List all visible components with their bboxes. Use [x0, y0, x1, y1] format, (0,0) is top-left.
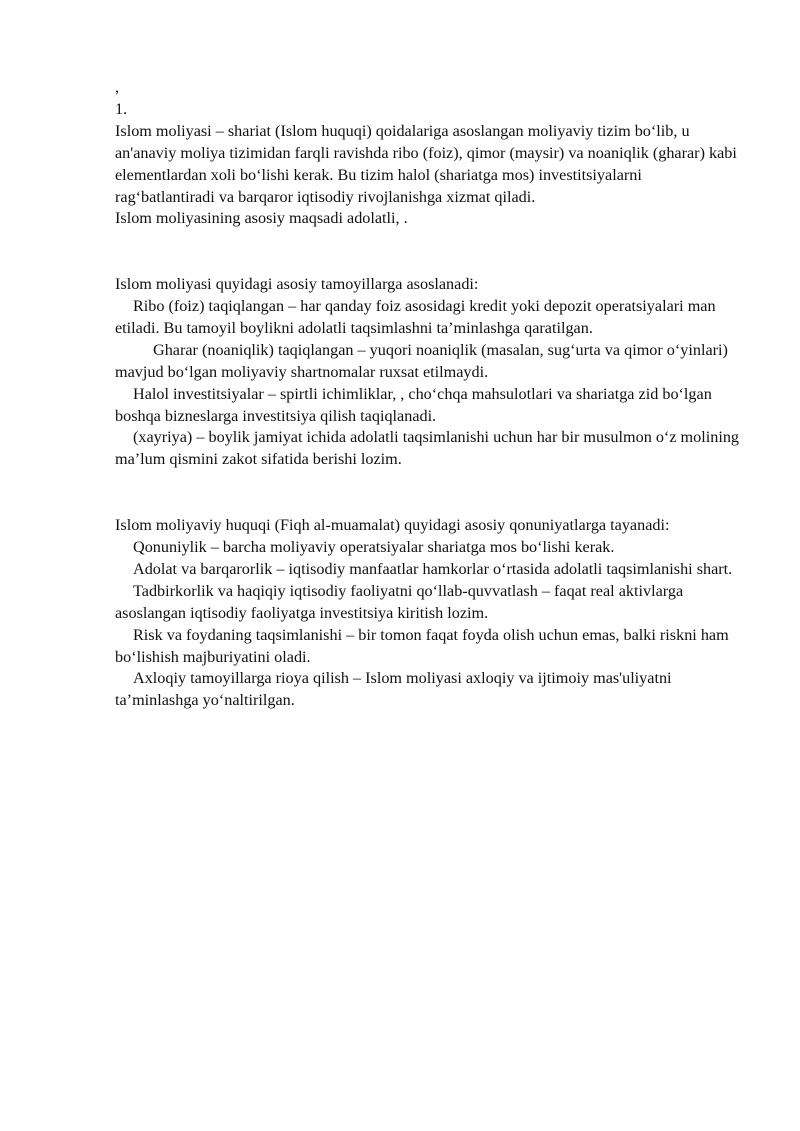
stray-comma: ,: [115, 78, 120, 96]
principles-heading: Islom moliyasi quyidagi asosiy tamoyillarga asoslanadi:: [115, 275, 479, 294]
law-item: Axloqiy tamoyillarga rioya qilish – Islom moliyasi axloqiy va ijtimoiy mas'uliyatni ta’minlashga yo‘naltirilgan.: [115, 669, 672, 710]
law-item: Tadbirkorlik va haqiqiy iqtisodiy faoliyatni qo‘llab-quvvatlash – faqat real aktivlarga asoslangan iqtisodiy faoliyatga investitsiya kiritish lozim.: [115, 581, 684, 622]
principle-item: Ribo (foiz) taqiqlangan – har qanday foiz asosidagi kredit yoki depozit operatsiyalari man etiladi. Bu tamoyil boylikni adolatli taqsimlashni ta’minlashga qaratilgan.: [115, 297, 716, 337]
spacer: [115, 230, 745, 274]
law-item: Qonuniylik – barcha moliyaviy operatsiyalar shariatga mos bo‘lishi kerak.: [133, 538, 615, 556]
law-heading: Islom moliyaviy huquqi (Fiqh al-muamalat) quyidagi asosiy qonuniyatlarga tayanadi:: [115, 516, 670, 535]
document-body: [115, 77, 745, 712]
principle-item: Gharar (noaniqlik) taqiqlangan – yuqori noaniqlik (masalan, sug‘urta va qimor o‘yinlari) mavjud bo‘lgan moliyaviy shartnomalar ruxsat etilmaydi.: [115, 340, 728, 381]
principle-item: (xayriya) – boylik jamiyat ichida adolatli taqsimlanishi uchun har bir musulmon o‘z molining ma’lum qismini zakot sifatida berishi lozim.: [115, 428, 740, 469]
section-number: 1.: [115, 99, 128, 118]
law-item: Adolat va barqarorlik – iqtisodiy manfaatlar hamkorlar o‘rtasida adolatli taqsimlanishi shart.: [133, 559, 733, 578]
principle-item: Halol investitsiyalar – spirtli ichimliklar, , cho‘chqa mahsulotlari va shariatga zid bo‘lgan boshqa bizneslarga investitsiya qilish taqiqlanadi.: [115, 384, 712, 425]
law-item: Risk va foydaning taqsimlanishi – bir tomon faqat foyda olish uchun emas, balki riskni ham bo‘lishish majburiyatini oladi.: [115, 625, 729, 666]
spacer: [115, 471, 745, 515]
intro-paragraph: Islom moliyasi – shariat (Islom huquqi) qoidalariga asoslangan moliyaviy tizim bo‘lib, u an'anaviy moliya tizimidan farqli ravishda ribo (foiz), qimor (maysir) va noaniqlik (gharar) kabi elementlardan xoli bo‘lishi kerak. Bu tizim halol (shariatga mos) investitsiyalarni rag‘batlantiradi va barqaror iqtisodiy rivojlanishga xizmat qiladi.: [115, 121, 737, 206]
goal-line: Islom moliyasining asosiy maqsadi adolatli, .: [115, 209, 408, 228]
